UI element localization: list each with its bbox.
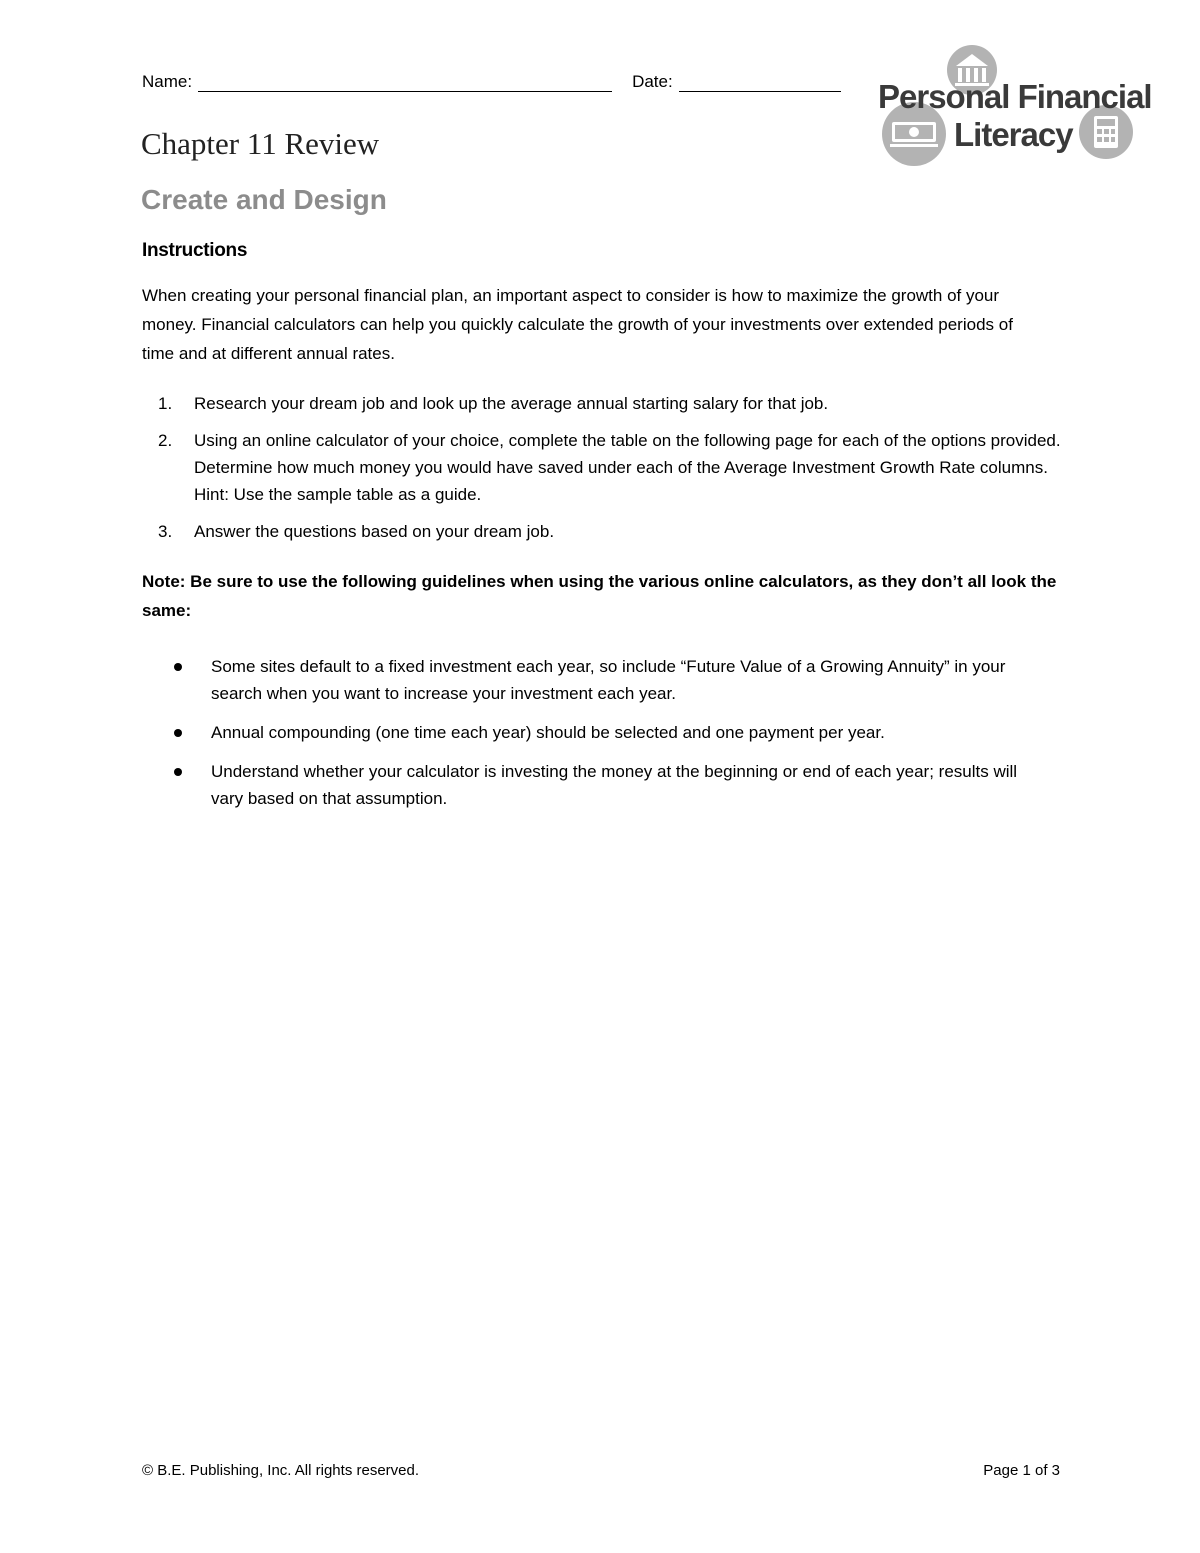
step-item [142, 518, 1072, 545]
intro-paragraph: When creating your personal financial plan, an important aspect to consider is how to maximize the growth of your money. Financial calculators can help you quickly calculate the growth of your investments over extended periods of time and at different annual rates. [142, 286, 1013, 363]
personal-financial-literacy-logo [876, 44, 1166, 168]
step-text: Research your dream job and look up the average annual starting salary for that job. [194, 394, 829, 413]
step-item [142, 390, 1072, 417]
step-number: 2. [158, 431, 173, 450]
bullet-text: Understand whether your calculator is investing the money at the beginning or end of each year; results will vary based on that assumption. [211, 762, 1018, 808]
bullet-text: Some sites default to a fixed investment each year, so include “Future Value of a Growing Annuity” in your search when you want to increase your investment each year. [211, 657, 1006, 703]
guideline-bullets [142, 653, 1042, 824]
bullet-item [142, 653, 1042, 707]
name-blank-line [198, 73, 612, 92]
step-text: Answer the questions based on your dream job. [194, 522, 555, 541]
name-date-row [142, 72, 841, 92]
step-item [142, 427, 1072, 508]
step-number: 3. [158, 522, 173, 541]
bullet-item [142, 758, 1042, 812]
date-label: Date: [632, 72, 673, 91]
date-blank-line [679, 73, 841, 92]
instructions-heading: Instructions [142, 240, 248, 261]
section-title: Create and Design [141, 184, 387, 215]
bullet-text: Annual compounding (one time each year) should be selected and one payment per year. [211, 723, 885, 742]
copyright-footer: © B.E. Publishing, Inc. All rights reserved. [142, 1462, 420, 1479]
chapter-title: Chapter 11 Review [141, 126, 380, 161]
page-number: Page 1 of 3 [983, 1462, 1060, 1479]
step-text: Using an online calculator of your choice, complete the table on the following page for each of the options provided. Determine how much money you would have saved under each of the Average Investment Growth Rate columns. Hint: Use the sample table as a guide. [194, 431, 1061, 504]
bullet-item [142, 719, 1042, 746]
name-label: Name: [142, 72, 193, 91]
guidelines-note: Note: Be sure to use the following guidelines when using the various online calculators, as they don’t all look the same: [142, 572, 1057, 620]
instruction-steps [142, 390, 1072, 555]
logo-wordmark-line2: Literacy [954, 116, 1073, 153]
step-number: 1. [158, 394, 173, 413]
bullet-dot-icon [174, 729, 182, 737]
bullet-dot-icon [174, 663, 182, 671]
bullet-dot-icon [174, 768, 182, 776]
logo-wordmark-line1: Personal Financial [878, 78, 1152, 115]
